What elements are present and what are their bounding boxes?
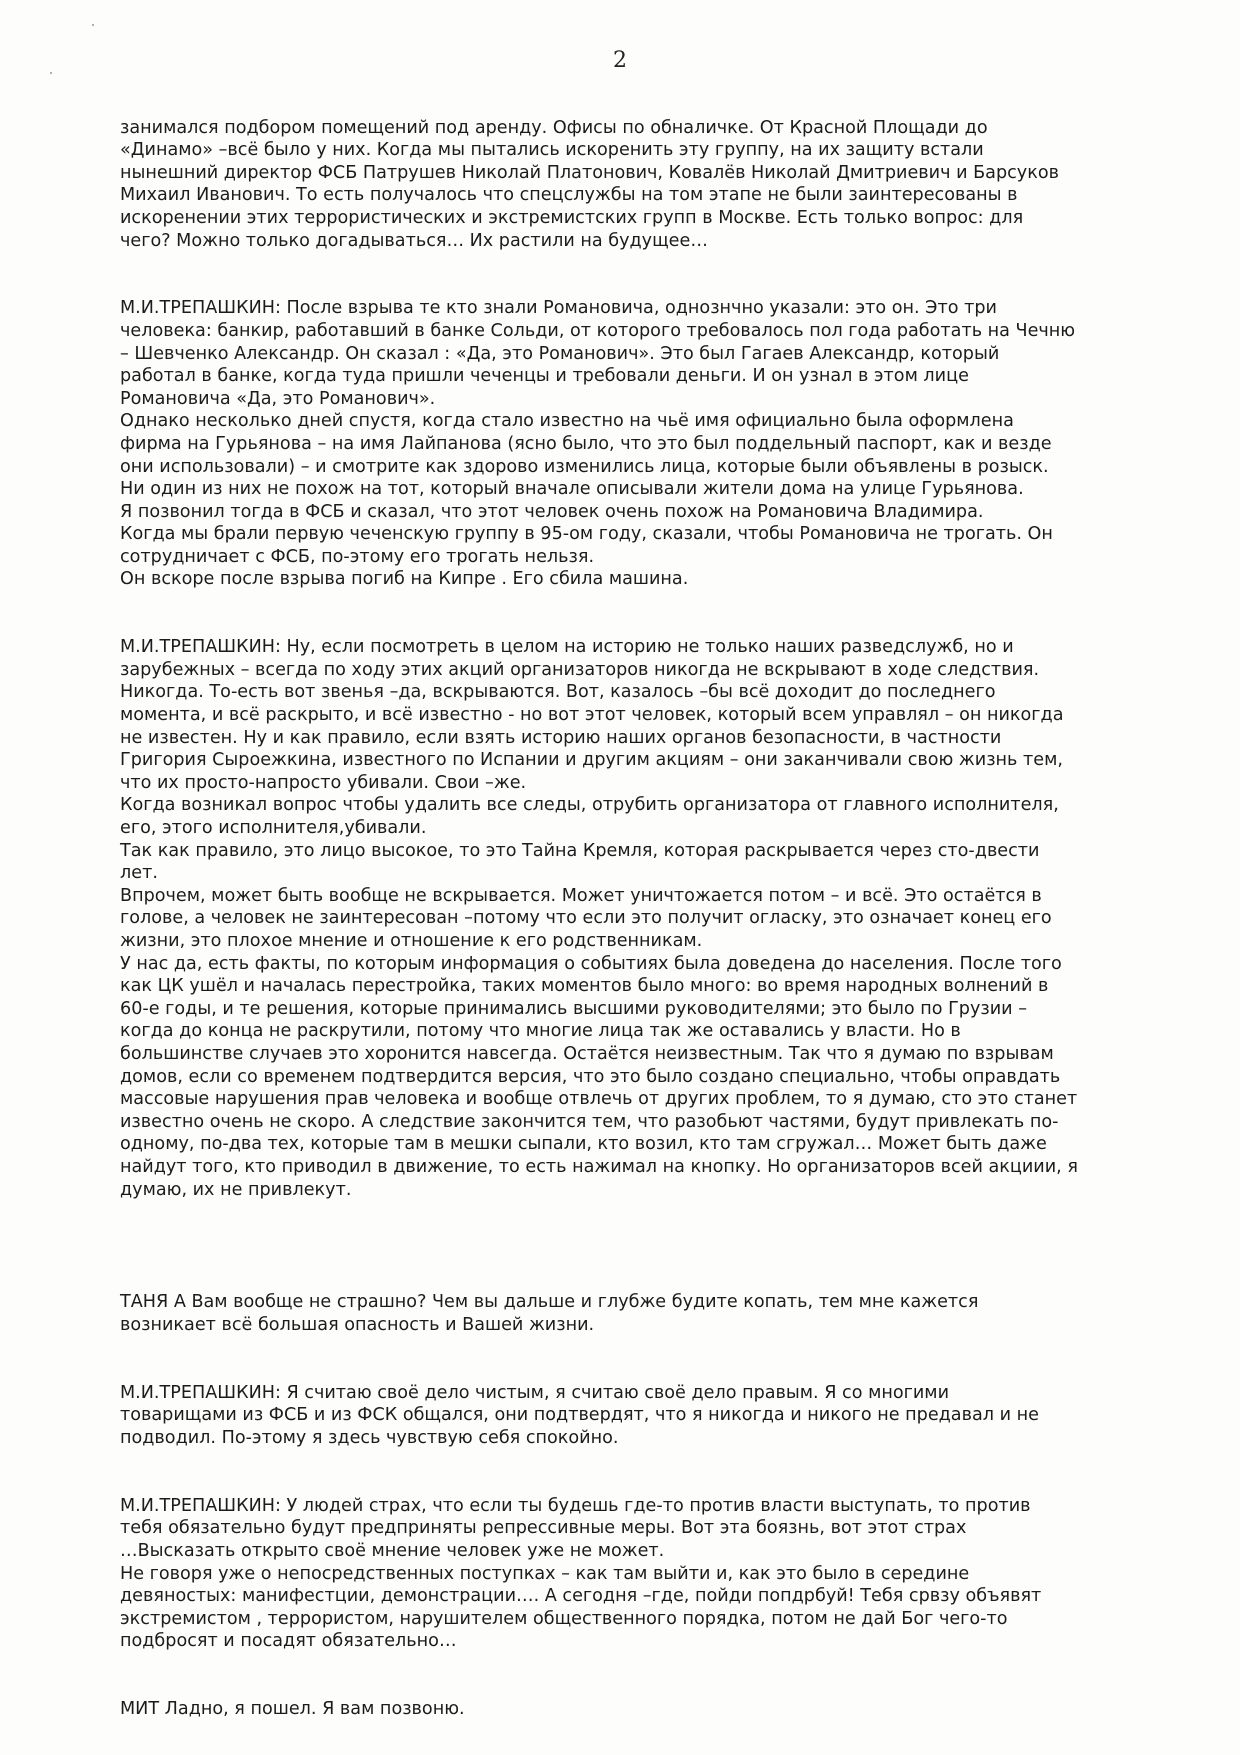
page-number: 2 — [613, 48, 627, 73]
document-body — [120, 94, 1132, 1743]
scan-speck — [92, 24, 94, 26]
paragraph-tanya-question: ТАНЯ А Вам вообще не страшно? Чем вы дальше и глубже будите копать, тем мне кажется возникает всё большая опасность и Вашей жизни. — [120, 1292, 979, 1336]
paragraph-mit-goodbye: МИТ Ладно, я пошел. Я вам позвоню. — [120, 1699, 465, 1720]
paragraph-trepashkin-clean-conscience: М.И.ТРЕПАШКИН: Я считаю своё дело чистым, я считаю своё дело правым. Я со многими товарищами из ФСБ и из ФСК общался, они подтвердят, что я никогда и никого не предавал и не подводил. По-этому я здесь чувствую себя спокойно. — [120, 1382, 1039, 1449]
paragraph-intro: занимался подбором помещений под аренду. Офисы по обналичке. От Красной Площади до «Динамо» –всё было у них. Когда мы пытались искоренить эту группу, на их защиту встали нынешний директор ФСБ Патрушев Николай Платонович, Ковалёв Николай Дмитриевич и Барсуков Михаил Иванович. То есть получалось что спецслужбы на том этапе не были заинтересованы в искоренении этих террористических и экстремистских групп в Москве. Есть только вопрос: для чего? Можно только догадываться… Их растили на будущее… — [120, 117, 1059, 251]
paragraph-trepashkin-history: М.И.ТРЕПАШКИН: Ну, если посмотреть в целом на историю не только наших разведслужб, но и зарубежных – всегда по ходу этих акций организаторов никогда не вскрывают в ходе следствия. Никогда. То-есть вот звенья –да, вскрываются. Вот, казалось –бы всё доходит до последнего момента, и всё раскрыто, и всё известно - но вот этот человек, который всем управлял – он никогда не известен. Ну и как правило, если взять историю наших органов безопасности, в частности Григория Сыроежкина, известного по Испании и другим акциям – они заканчивали свою жизнь тем, что их просто-напросто убивали. Свои –же. Когда возникал вопрос чтобы удалить все следы, отрубить организатора от главного исполнителя, его, этого исполнителя,убивали. Так как правило, это лицо высокое, то это Тайна Кремля, которая раскрывается через сто-двести лет. Впрочем, может быть вообще не вскрывается. Может уничтожается потом – и всё. Это остаётся в голове, а человек не заинтересован –потому что если это получит огласку, это означает конец его жизни, это плохое мнение и отношение к его родственникам. У нас да, есть факты, по которым информация о событиях была доведена до населения. После того как ЦК ушёл и началась перестройка, таких моментов было много: во время народных волнений в 60-е годы, и те решения, которые принимались высшими руководителями; это было по Грузии – когда до конца не раскрутили, потому что многие лица так же оставались у власти. Но в большинстве случаев это хоронится навсегда. Остаётся неизвестным. Так что я думаю по взрывам домов, если со временем подтвердится версия, что это было создано специально, чтобы оправдать массовые нарушения прав человека и вообще отвлечь от других проблем, то я думаю, сто это станет известно очень не скоро. А следствие закончится тем, что разобьют частями, будут привлекать по- одному, по-два тех, которые там в мешки сыпали, кто возил, кто там сгружал… Может быть даже найдут того, кто приводил в движение, то есть нажимал на кнопку. Но организаторов всей акциии, я думаю, их не привлекут. — [120, 637, 1078, 1200]
paragraph-trepashkin-fear: М.И.ТРЕПАШКИН: У людей страх, что если ты будешь где-то против власти выступать, то против тебя обязательно будут предприняты репрессивные меры. Вот эта боязнь, вот этот страх …Высказать открыто своё мнение человек уже не может. Не говоря уже о непосредственных поступках – как там выйти и, как это было в середине девяностых: манифестции, демонстрации…. А сегодня –где, пойди попдрбуй! Тебя срвзу объявят экстремистом , террористом, нарушителем общественного порядка, потом не дай Бог чего-то подбросят и посадят обязательно… — [120, 1495, 1042, 1652]
paragraph-trepashkin-romanovich: М.И.ТРЕПАШКИН: После взрыва те кто знали Романовича, однознчно указали: это он. Это три человека: банкир, работавший в банке Сольди, от которого требовалось пол года работать на Чечню – Шевченко Александр. Он сказал : «Да, это Романович». Это был Гагаев Александр, который работал в банке, когда туда пришли чеченцы и требовали деньги. И он узнал в этом лице Романовича «Да, это Романович». Однако несколько дней спустя, когда стало известно на чьё имя официально была оформлена фирма на Гурьянова – на имя Лайпанова (ясно было, что это был поддельный паспорт, как и везде они использовали) – и смотрите как здорово изменились лица, которые были объявлены в розыск. Ни один из них не похож на тот, который вначале описывали жители дома на улице Гурьянова. Я позвонил тогда в ФСБ и сказал, что этот человек очень похож на Романовича Владимира. Когда мы брали первую чеченскую группу в 95-ом году, сказали, чтобы Романовича не трогать. Он сотрудничает с ФСБ, по-этому его трогать нельзя. Он вскоре после взрыва погиб на Кипре . Его сбила машина. — [120, 298, 1076, 590]
